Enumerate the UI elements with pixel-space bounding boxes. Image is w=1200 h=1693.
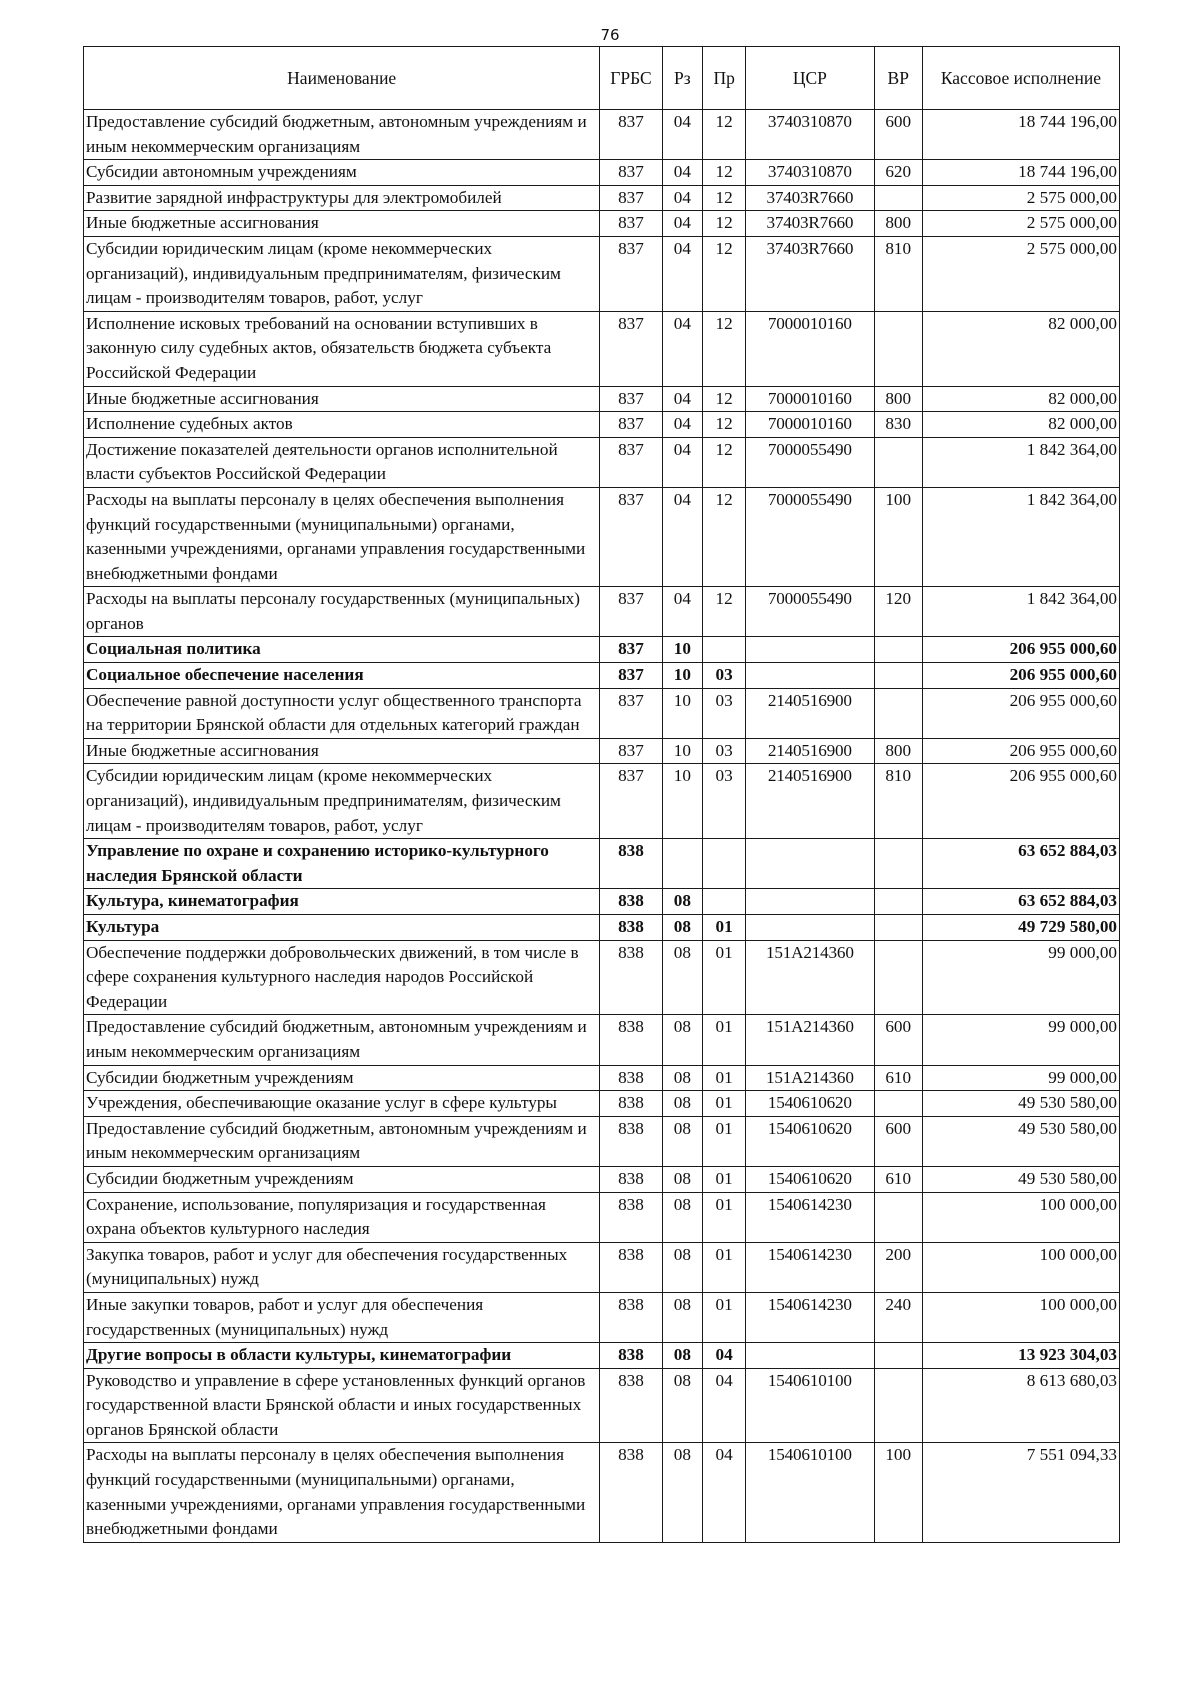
- row-grbs: 838: [600, 839, 662, 889]
- row-name: Социальная политика: [84, 637, 600, 663]
- table-row: [84, 915, 1120, 941]
- row-amount: 49 729 580,00: [922, 915, 1119, 941]
- row-amount: 1 842 364,00: [922, 437, 1119, 487]
- row-name: Субсидии юридическим лицам (кроме некоммерческих организаций), индивидуальным предпринимателям, физическим лицам - производителям товаров, работ, услуг: [84, 236, 600, 311]
- row-name: Иные бюджетные ассигнования: [84, 386, 600, 412]
- row-csr: 37403R7660: [746, 236, 875, 311]
- row-rz: 08: [662, 1091, 703, 1117]
- row-grbs: 837: [600, 587, 662, 637]
- row-amount: 13 923 304,03: [922, 1343, 1119, 1369]
- header-rz: Рз: [662, 47, 703, 110]
- row-vr: [874, 437, 922, 487]
- row-csr: 1540614230: [746, 1192, 875, 1242]
- row-pr: 12: [703, 236, 746, 311]
- row-amount: 2 575 000,00: [922, 185, 1119, 211]
- row-csr: 2140516900: [746, 764, 875, 839]
- row-pr: 12: [703, 437, 746, 487]
- row-rz: 08: [662, 915, 703, 941]
- table-row: [84, 738, 1120, 764]
- row-grbs: 837: [600, 236, 662, 311]
- row-name: Расходы на выплаты персоналу в целях обеспечения выполнения функций государственными (муниципальными) органами, казенными учреждениями, органами управления государственными внебюджетными фондами: [84, 1443, 600, 1542]
- row-vr: 200: [874, 1242, 922, 1292]
- row-pr: 01: [703, 1065, 746, 1091]
- row-csr: 3740310870: [746, 110, 875, 160]
- row-rz: 08: [662, 1443, 703, 1542]
- row-name: Сохранение, использование, популяризация и государственная охрана объектов культурного наследия: [84, 1192, 600, 1242]
- row-rz: 04: [662, 110, 703, 160]
- row-csr: 7000010160: [746, 311, 875, 386]
- row-rz: 10: [662, 688, 703, 738]
- row-name: Расходы на выплаты персоналу в целях обеспечения выполнения функций государственными (муниципальными) органами, казенными учреждениями, органами управления государственными внебюджетными фондами: [84, 487, 600, 586]
- row-grbs: 837: [600, 110, 662, 160]
- row-vr: [874, 1343, 922, 1369]
- row-grbs: 838: [600, 1091, 662, 1117]
- row-rz: 04: [662, 311, 703, 386]
- row-pr: 12: [703, 587, 746, 637]
- row-amount: 206 955 000,60: [922, 637, 1119, 663]
- row-csr: 1540610620: [746, 1166, 875, 1192]
- row-csr: 1540610620: [746, 1091, 875, 1117]
- row-grbs: 837: [600, 211, 662, 237]
- row-pr: 12: [703, 386, 746, 412]
- row-vr: 610: [874, 1166, 922, 1192]
- row-pr: 03: [703, 764, 746, 839]
- table-row: [84, 412, 1120, 438]
- row-name: Другие вопросы в области культуры, кинематографии: [84, 1343, 600, 1369]
- row-pr: 01: [703, 940, 746, 1015]
- row-pr: 03: [703, 663, 746, 689]
- row-csr: 2140516900: [746, 688, 875, 738]
- table-row: [84, 1368, 1120, 1443]
- table-row: [84, 688, 1120, 738]
- row-csr: 1540610100: [746, 1443, 875, 1542]
- row-amount: 7 551 094,33: [922, 1443, 1119, 1542]
- row-name: Субсидии бюджетным учреждениям: [84, 1065, 600, 1091]
- row-name: Иные закупки товаров, работ и услуг для обеспечения государственных (муниципальных) нужд: [84, 1292, 600, 1342]
- row-csr: 151A214360: [746, 1065, 875, 1091]
- row-grbs: 838: [600, 1343, 662, 1369]
- row-amount: 1 842 364,00: [922, 587, 1119, 637]
- row-rz: 04: [662, 236, 703, 311]
- table-row: [84, 1091, 1120, 1117]
- row-grbs: 837: [600, 412, 662, 438]
- row-grbs: 837: [600, 764, 662, 839]
- table-row: [84, 889, 1120, 915]
- row-csr: [746, 663, 875, 689]
- table-row: [84, 940, 1120, 1015]
- row-csr: 7000055490: [746, 437, 875, 487]
- row-rz: 08: [662, 1292, 703, 1342]
- row-amount: 18 744 196,00: [922, 110, 1119, 160]
- row-amount: 82 000,00: [922, 412, 1119, 438]
- row-pr: 12: [703, 185, 746, 211]
- row-vr: 610: [874, 1065, 922, 1091]
- row-csr: 2140516900: [746, 738, 875, 764]
- row-rz: 04: [662, 211, 703, 237]
- budget-execution-table: [83, 46, 1120, 1543]
- row-grbs: 837: [600, 738, 662, 764]
- row-pr: 01: [703, 1192, 746, 1242]
- row-csr: 7000055490: [746, 487, 875, 586]
- row-rz: 08: [662, 1116, 703, 1166]
- header-cash-execution: Кассовое исполнение: [922, 47, 1119, 110]
- row-rz: 04: [662, 587, 703, 637]
- row-vr: [874, 889, 922, 915]
- row-name: Субсидии бюджетным учреждениям: [84, 1166, 600, 1192]
- row-amount: 2 575 000,00: [922, 236, 1119, 311]
- row-grbs: 838: [600, 915, 662, 941]
- row-rz: 10: [662, 738, 703, 764]
- row-rz: 04: [662, 386, 703, 412]
- row-name: Исполнение исковых требований на основании вступивших в законную силу судебных актов, обязательств бюджета субъекта Российской Федерации: [84, 311, 600, 386]
- row-rz: 08: [662, 1368, 703, 1443]
- table-row: [84, 1065, 1120, 1091]
- row-name: Предоставление субсидий бюджетным, автономным учреждениям и иным некоммерческим организациям: [84, 1116, 600, 1166]
- row-pr: 01: [703, 1116, 746, 1166]
- row-csr: 1540614230: [746, 1292, 875, 1342]
- row-vr: 800: [874, 386, 922, 412]
- row-csr: 1540614230: [746, 1242, 875, 1292]
- row-grbs: 837: [600, 637, 662, 663]
- row-amount: 100 000,00: [922, 1242, 1119, 1292]
- row-grbs: 838: [600, 1015, 662, 1065]
- row-name: Управление по охране и сохранению историко-культурного наследия Брянской области: [84, 839, 600, 889]
- row-vr: [874, 663, 922, 689]
- row-pr: 01: [703, 1015, 746, 1065]
- table-row: [84, 764, 1120, 839]
- row-vr: 600: [874, 1015, 922, 1065]
- row-csr: 151A214360: [746, 1015, 875, 1065]
- row-name: Субсидии юридическим лицам (кроме некоммерческих организаций), индивидуальным предпринимателям, физическим лицам - производителям товаров, работ, услуг: [84, 764, 600, 839]
- row-pr: 01: [703, 1091, 746, 1117]
- row-name: Обеспечение равной доступности услуг общественного транспорта на территории Брянской области для отдельных категорий граждан: [84, 688, 600, 738]
- row-vr: [874, 915, 922, 941]
- table-row: [84, 1116, 1120, 1166]
- header-pr: Пр: [703, 47, 746, 110]
- row-pr: 01: [703, 1242, 746, 1292]
- row-amount: 18 744 196,00: [922, 160, 1119, 186]
- row-name: Культура: [84, 915, 600, 941]
- row-vr: 830: [874, 412, 922, 438]
- table-row: [84, 1343, 1120, 1369]
- row-grbs: 838: [600, 1292, 662, 1342]
- header-name: Наименование: [84, 47, 600, 110]
- row-rz: 04: [662, 437, 703, 487]
- table-row: [84, 1443, 1120, 1542]
- table-row: [84, 587, 1120, 637]
- row-amount: 206 955 000,60: [922, 688, 1119, 738]
- row-vr: [874, 1368, 922, 1443]
- table-header-row: [84, 47, 1120, 110]
- row-pr: 01: [703, 1292, 746, 1342]
- row-name: Субсидии автономным учреждениям: [84, 160, 600, 186]
- header-csr: ЦСР: [746, 47, 875, 110]
- row-amount: 99 000,00: [922, 940, 1119, 1015]
- row-vr: [874, 1091, 922, 1117]
- table-row: [84, 1192, 1120, 1242]
- row-csr: 37403R7660: [746, 211, 875, 237]
- row-grbs: 838: [600, 1192, 662, 1242]
- table-row: [84, 839, 1120, 889]
- row-amount: 99 000,00: [922, 1015, 1119, 1065]
- row-csr: 7000010160: [746, 412, 875, 438]
- header-vr: ВР: [874, 47, 922, 110]
- row-amount: 100 000,00: [922, 1292, 1119, 1342]
- row-name: Исполнение судебных актов: [84, 412, 600, 438]
- row-vr: [874, 940, 922, 1015]
- row-pr: 12: [703, 487, 746, 586]
- row-rz: 10: [662, 764, 703, 839]
- row-pr: 12: [703, 110, 746, 160]
- row-pr: 03: [703, 738, 746, 764]
- row-grbs: 838: [600, 1242, 662, 1292]
- row-pr: 01: [703, 915, 746, 941]
- row-csr: 1540610100: [746, 1368, 875, 1443]
- row-grbs: 838: [600, 1065, 662, 1091]
- row-vr: 100: [874, 487, 922, 586]
- row-pr: 12: [703, 160, 746, 186]
- row-grbs: 837: [600, 487, 662, 586]
- row-vr: 120: [874, 587, 922, 637]
- table-row: [84, 1292, 1120, 1342]
- row-name: Расходы на выплаты персоналу государственных (муниципальных) органов: [84, 587, 600, 637]
- row-rz: 08: [662, 1015, 703, 1065]
- row-rz: 08: [662, 1343, 703, 1369]
- row-vr: [874, 688, 922, 738]
- row-grbs: 838: [600, 940, 662, 1015]
- row-rz: 04: [662, 487, 703, 586]
- row-amount: 49 530 580,00: [922, 1116, 1119, 1166]
- table-row: [84, 185, 1120, 211]
- row-rz: 08: [662, 1166, 703, 1192]
- row-csr: [746, 915, 875, 941]
- table-row: [84, 160, 1120, 186]
- row-csr: [746, 1343, 875, 1369]
- row-name: Культура, кинематография: [84, 889, 600, 915]
- row-rz: 04: [662, 160, 703, 186]
- row-name: Руководство и управление в сфере установленных функций органов государственной власти Брянской области и иных государственных органов Брянской области: [84, 1368, 600, 1443]
- row-csr: 7000010160: [746, 386, 875, 412]
- row-vr: [874, 185, 922, 211]
- row-amount: 206 955 000,60: [922, 764, 1119, 839]
- row-csr: 7000055490: [746, 587, 875, 637]
- row-amount: 1 842 364,00: [922, 487, 1119, 586]
- row-pr: 12: [703, 412, 746, 438]
- row-vr: 800: [874, 738, 922, 764]
- table-row: [84, 236, 1120, 311]
- table-row: [84, 386, 1120, 412]
- row-amount: 99 000,00: [922, 1065, 1119, 1091]
- row-rz: 08: [662, 1192, 703, 1242]
- row-amount: 206 955 000,60: [922, 738, 1119, 764]
- row-rz: 08: [662, 1242, 703, 1292]
- row-csr: 37403R7660: [746, 185, 875, 211]
- row-grbs: 837: [600, 311, 662, 386]
- row-grbs: 837: [600, 663, 662, 689]
- table-row: [84, 637, 1120, 663]
- row-name: Иные бюджетные ассигнования: [84, 211, 600, 237]
- row-vr: 620: [874, 160, 922, 186]
- row-csr: 3740310870: [746, 160, 875, 186]
- header-grbs: ГРБС: [600, 47, 662, 110]
- row-csr: [746, 889, 875, 915]
- row-pr: 04: [703, 1343, 746, 1369]
- row-name: Предоставление субсидий бюджетным, автономным учреждениям и иным некоммерческим организациям: [84, 110, 600, 160]
- row-csr: 1540610620: [746, 1116, 875, 1166]
- row-amount: 2 575 000,00: [922, 211, 1119, 237]
- row-amount: 82 000,00: [922, 386, 1119, 412]
- row-grbs: 837: [600, 386, 662, 412]
- row-grbs: 838: [600, 1443, 662, 1542]
- row-name: Предоставление субсидий бюджетным, автономным учреждениям и иным некоммерческим организациям: [84, 1015, 600, 1065]
- row-amount: 49 530 580,00: [922, 1091, 1119, 1117]
- row-pr: 04: [703, 1443, 746, 1542]
- row-rz: 04: [662, 412, 703, 438]
- page-number: 76: [600, 26, 620, 44]
- row-pr: 12: [703, 311, 746, 386]
- row-rz: 04: [662, 185, 703, 211]
- row-vr: 100: [874, 1443, 922, 1542]
- row-csr: [746, 637, 875, 663]
- table-row: [84, 211, 1120, 237]
- row-rz: 10: [662, 637, 703, 663]
- table-row: [84, 663, 1120, 689]
- row-amount: 63 652 884,03: [922, 889, 1119, 915]
- row-rz: 08: [662, 1065, 703, 1091]
- row-amount: 63 652 884,03: [922, 839, 1119, 889]
- row-grbs: 838: [600, 889, 662, 915]
- row-amount: 49 530 580,00: [922, 1166, 1119, 1192]
- row-vr: 600: [874, 110, 922, 160]
- row-pr: [703, 889, 746, 915]
- table-row: [84, 1015, 1120, 1065]
- table-body: [84, 110, 1120, 1543]
- row-amount: 206 955 000,60: [922, 663, 1119, 689]
- row-rz: 10: [662, 663, 703, 689]
- table-row: [84, 1166, 1120, 1192]
- row-amount: 8 613 680,03: [922, 1368, 1119, 1443]
- row-amount: 82 000,00: [922, 311, 1119, 386]
- row-vr: [874, 839, 922, 889]
- row-pr: 04: [703, 1368, 746, 1443]
- row-rz: 08: [662, 940, 703, 1015]
- row-csr: [746, 839, 875, 889]
- table-row: [84, 1242, 1120, 1292]
- row-pr: [703, 637, 746, 663]
- row-name: Учреждения, обеспечивающие оказание услуг в сфере культуры: [84, 1091, 600, 1117]
- table-row: [84, 110, 1120, 160]
- row-rz: 08: [662, 889, 703, 915]
- row-csr: 151A214360: [746, 940, 875, 1015]
- row-name: Социальное обеспечение населения: [84, 663, 600, 689]
- table-row: [84, 437, 1120, 487]
- row-vr: 600: [874, 1116, 922, 1166]
- row-grbs: 837: [600, 185, 662, 211]
- row-pr: [703, 839, 746, 889]
- row-amount: 100 000,00: [922, 1192, 1119, 1242]
- row-vr: 810: [874, 764, 922, 839]
- row-name: Иные бюджетные ассигнования: [84, 738, 600, 764]
- row-pr: 03: [703, 688, 746, 738]
- row-rz: [662, 839, 703, 889]
- row-name: Развитие зарядной инфраструктуры для электромобилей: [84, 185, 600, 211]
- row-name: Обеспечение поддержки добровольческих движений, в том числе в сфере сохранения культурного наследия народов Российской Федерации: [84, 940, 600, 1015]
- row-name: Достижение показателей деятельности органов исполнительной власти субъектов Российской Федерации: [84, 437, 600, 487]
- row-vr: [874, 311, 922, 386]
- row-vr: 240: [874, 1292, 922, 1342]
- row-vr: 800: [874, 211, 922, 237]
- row-vr: [874, 637, 922, 663]
- row-name: Закупка товаров, работ и услуг для обеспечения государственных (муниципальных) нужд: [84, 1242, 600, 1292]
- table-row: [84, 487, 1120, 586]
- row-grbs: 837: [600, 437, 662, 487]
- row-pr: 01: [703, 1166, 746, 1192]
- table-row: [84, 311, 1120, 386]
- row-grbs: 838: [600, 1368, 662, 1443]
- row-grbs: 837: [600, 160, 662, 186]
- row-pr: 12: [703, 211, 746, 237]
- row-vr: [874, 1192, 922, 1242]
- row-grbs: 838: [600, 1116, 662, 1166]
- row-grbs: 838: [600, 1166, 662, 1192]
- row-vr: 810: [874, 236, 922, 311]
- row-grbs: 837: [600, 688, 662, 738]
